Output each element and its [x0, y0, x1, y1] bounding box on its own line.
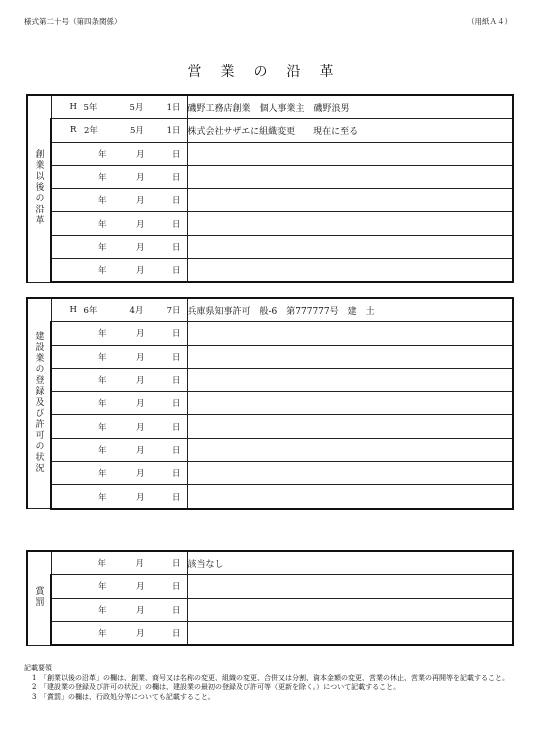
date-cell [51, 462, 187, 485]
year-text: 年 [98, 196, 107, 207]
note-item: 1 「創業以後の沿革」の欄は、創業、商号又は名称の変更、組織の変更、合併又は分割、資本金額の変更、営業の休止、営業の再開等を記載すること。 [32, 673, 509, 682]
month-text: 月 [136, 329, 145, 340]
table-row [27, 462, 513, 485]
month-text: 月 [136, 352, 145, 363]
month-text: 月 [136, 492, 145, 503]
table-row [27, 298, 513, 322]
table-row [27, 551, 513, 575]
month-text: 月 [136, 376, 145, 387]
date-cell [51, 551, 187, 575]
content-cell [187, 621, 513, 645]
day-text: 日 [171, 329, 181, 340]
day-text: 日 [171, 352, 181, 363]
notes [24, 664, 524, 702]
content-cell [187, 462, 513, 485]
day-text: 1日 [166, 103, 181, 114]
year-text: 年 [98, 376, 107, 387]
table-row [27, 259, 513, 283]
content-cell: 兵庫県知事許可 般-6 第777777号 建 土 [187, 298, 513, 322]
year-text: 年 [98, 352, 107, 363]
year-text: 年 [98, 242, 107, 253]
year-text: 年 [98, 582, 107, 593]
date-cell [51, 298, 187, 322]
date-cell [51, 345, 187, 368]
month-text: 4月 [129, 306, 144, 317]
day-text: 日 [171, 605, 181, 616]
day-text: 日 [171, 422, 181, 433]
day-text: 日 [171, 242, 181, 253]
year-text: 年 [98, 445, 107, 456]
content-cell: 磯野工務店創業 個人事業主 磯野浪男 [187, 95, 513, 119]
content-cell: 株式会社サザエに組織変更 現在に至る [187, 119, 513, 142]
month-text: 5月 [130, 126, 144, 137]
content-cell [187, 392, 513, 415]
month-text: 月 [136, 582, 145, 593]
date-cell [51, 485, 187, 509]
year-text: 年 [98, 329, 107, 340]
date-cell [51, 119, 187, 142]
day-text: 日 [171, 196, 181, 207]
day-text: 日 [171, 173, 181, 184]
era-text: H [69, 305, 77, 316]
year-text: 6年 [83, 306, 98, 317]
table-row [27, 165, 513, 188]
day-text: 日 [171, 559, 181, 570]
date-cell [51, 621, 187, 645]
section-category [27, 551, 51, 645]
month-text: 月 [136, 219, 145, 230]
date-cell [51, 235, 187, 258]
month-text: 月 [136, 469, 145, 480]
table-row [27, 235, 513, 258]
date-cell [51, 95, 187, 119]
day-text: 日 [171, 219, 181, 230]
month-text: 月 [136, 173, 145, 184]
table-row [27, 621, 513, 645]
content-cell [187, 438, 513, 461]
content-cell [187, 415, 513, 438]
content-cell [187, 189, 513, 212]
day-text: 7日 [166, 306, 181, 317]
section-category [27, 95, 51, 282]
date-cell [51, 392, 187, 415]
note-item: 3 「賞罰」の欄は、行政処分等についても記載すること。 [32, 692, 215, 701]
month-text: 月 [136, 266, 145, 277]
content-cell: 該当なし [187, 551, 513, 575]
table-row [27, 95, 513, 119]
section-category [27, 298, 51, 509]
month-text: 月 [136, 605, 145, 616]
content-cell [187, 575, 513, 598]
year-text: 年 [98, 219, 107, 230]
paper-size-label: （用紙Ａ４） [467, 17, 512, 26]
date-cell [51, 598, 187, 621]
date-cell [51, 142, 187, 165]
year-text: 年 [98, 173, 107, 184]
table-row [27, 212, 513, 235]
day-text: 日 [171, 376, 181, 387]
table-row [27, 392, 513, 415]
table-row [27, 142, 513, 165]
year-text: 年 [98, 149, 107, 160]
era-text: H [69, 102, 77, 113]
content-cell [187, 322, 513, 345]
content-cell [187, 235, 513, 258]
year-text: 年 [98, 399, 107, 410]
day-text: 日 [171, 629, 181, 640]
month-text: 5月 [129, 103, 144, 114]
table-row [27, 575, 513, 598]
year-text: 年 [98, 266, 107, 277]
month-text: 月 [135, 559, 145, 570]
category-label: 建設業の登録及び許可の状況 [33, 330, 44, 474]
table-row [27, 368, 513, 391]
day-text: 1日 [166, 126, 181, 137]
month-text: 月 [136, 399, 145, 410]
date-cell [51, 575, 187, 598]
content-cell [187, 485, 513, 509]
date-cell [51, 165, 187, 188]
content-cell [187, 142, 513, 165]
day-text: 日 [171, 582, 181, 593]
awards-penalties-section [26, 550, 514, 646]
date-cell [51, 212, 187, 235]
year-text: 年 [98, 469, 107, 480]
table-row [27, 119, 513, 142]
month-text: 月 [136, 242, 145, 253]
history-section [26, 94, 514, 283]
year-text: 年 [98, 422, 107, 433]
category-label: 賞罰 [33, 585, 44, 608]
content-cell [187, 598, 513, 621]
table-row [27, 415, 513, 438]
table-row [27, 485, 513, 509]
date-cell [51, 415, 187, 438]
content-cell [187, 345, 513, 368]
table-row [27, 345, 513, 368]
day-text: 日 [171, 399, 181, 410]
day-text: 日 [171, 492, 181, 503]
date-cell [51, 189, 187, 212]
content-cell [187, 368, 513, 391]
day-text: 日 [171, 266, 181, 277]
month-text: 月 [136, 445, 145, 456]
year-text: 年 [98, 605, 107, 616]
date-cell [51, 259, 187, 283]
notes-heading: 記載要領 [24, 664, 52, 672]
content-cell [187, 259, 513, 283]
date-cell [51, 322, 187, 345]
month-text: 月 [136, 422, 145, 433]
day-text: 日 [171, 469, 181, 480]
year-text: 5年 [83, 103, 98, 114]
year-text: 年 [98, 492, 107, 503]
category-label: 創業以後の沿革 [33, 148, 44, 226]
table-row [27, 189, 513, 212]
year-text: 年 [97, 559, 107, 570]
table-row [27, 322, 513, 345]
year-text: 2年 [84, 126, 98, 137]
month-text: 月 [136, 629, 145, 640]
month-text: 月 [136, 149, 145, 160]
table-row [27, 598, 513, 621]
page-title: 営業の沿革 [187, 64, 353, 80]
license-section [26, 297, 514, 510]
day-text: 日 [171, 149, 181, 160]
day-text: 日 [171, 445, 181, 456]
date-cell [51, 368, 187, 391]
note-item: 2 「建設業の登録及び許可の状況」の欄は、建設業の最初の登録及び許可等（更新を除く。）について記載すること。 [32, 683, 401, 691]
content-cell [187, 165, 513, 188]
era-text: R [70, 125, 77, 136]
form-number: 様式第二十号（第四条関係） [24, 17, 122, 26]
month-text: 月 [136, 196, 145, 207]
content-cell [187, 212, 513, 235]
table-row [27, 438, 513, 461]
date-cell [51, 438, 187, 461]
year-text: 年 [98, 629, 107, 640]
